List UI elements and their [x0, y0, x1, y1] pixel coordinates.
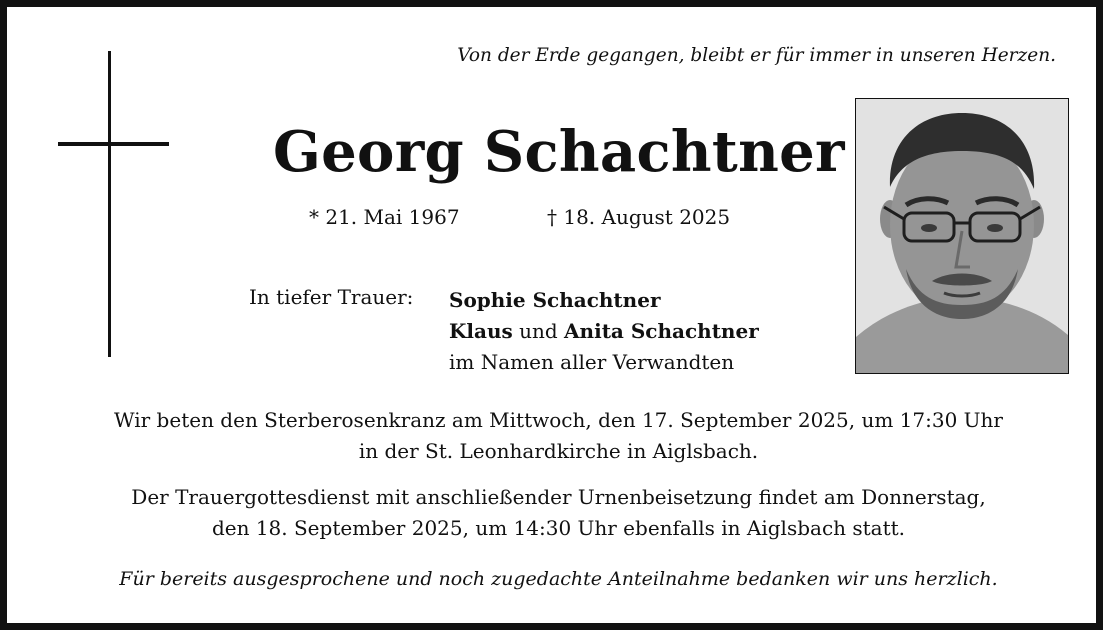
- mourners-list: [449, 285, 759, 378]
- thanks-text: Für bereits ausgesprochene und noch zugedachte Anteilnahme bedanken wir uns herzlich.: [119, 568, 998, 590]
- mourner-connector: und: [512, 319, 565, 343]
- rosary-line-1: Wir beten den Sterberosenkranz am Mittwoch, den 17. September 2025, um 17:30 Uhr: [114, 408, 1003, 432]
- deceased-name: Georg Schachtner: [273, 119, 845, 185]
- cross-icon-horizontal-bar: [58, 142, 169, 146]
- mourner-name: Anita Schachtner: [564, 319, 759, 343]
- birth-date: * 21. Mai 1967: [309, 205, 460, 229]
- mourner-line-2: [449, 316, 759, 347]
- rosary-info: [14, 405, 1103, 467]
- mourner-name: Klaus: [449, 319, 513, 343]
- funeral-service-info: [14, 482, 1103, 544]
- portrait-photo: [855, 98, 1069, 374]
- rosary-line-2: in der St. Leonhardkirche in Aiglsbach.: [358, 439, 759, 463]
- motto-text: Von der Erde gegangen, bleibt er für immer in unseren Herzen.: [457, 45, 1056, 66]
- death-date: † 18. August 2025: [547, 205, 731, 229]
- service-line-2: den 18. September 2025, um 14:30 Uhr ebenfalls in Aiglsbach statt.: [211, 516, 906, 540]
- mourner-line-3: im Namen aller Verwandten: [449, 350, 735, 374]
- cross-icon-vertical-bar: [108, 51, 111, 357]
- mourner-name: Sophie Schachtner: [449, 288, 661, 312]
- portrait-illustration: [856, 99, 1068, 373]
- service-line-1: Der Trauergottesdienst mit anschließender Urnenbeisetzung findet am Donnerstag,: [131, 485, 986, 509]
- mourning-label: In tiefer Trauer:: [249, 285, 414, 309]
- mourner-line-1: [449, 285, 759, 316]
